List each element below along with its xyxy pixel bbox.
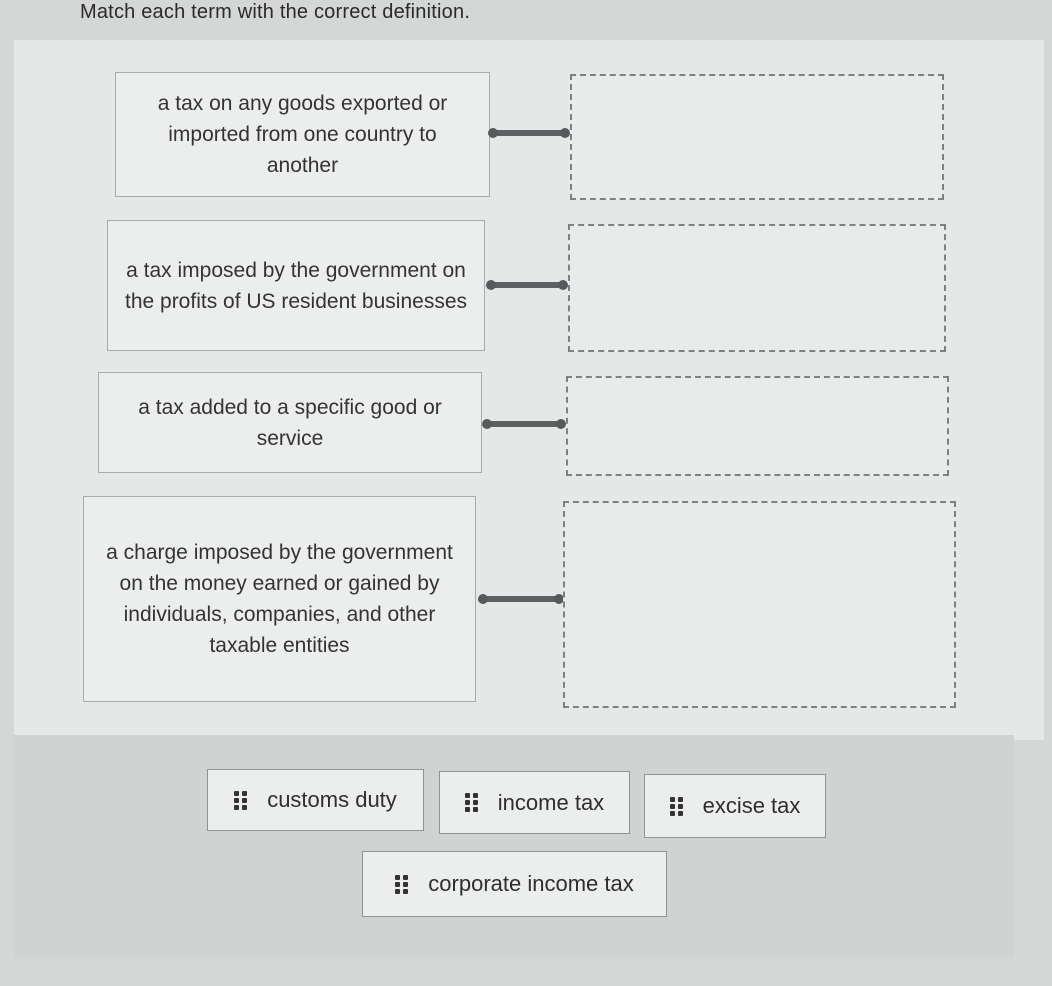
drop-zone-3[interactable] (566, 376, 949, 476)
definition-text-3: a tax added to a specific good or service (138, 395, 442, 450)
term-label: customs duty (267, 787, 397, 812)
definition-box-2 (107, 220, 485, 351)
drag-handle-icon (234, 791, 247, 810)
drag-handle-icon (670, 797, 683, 816)
term-corporate-income-tax[interactable] (362, 851, 667, 917)
definition-box-4 (83, 496, 476, 702)
term-label: excise tax (702, 793, 801, 818)
definition-text-1: a tax on any goods exported or imported from one country to another (157, 92, 448, 177)
term-excise-tax[interactable] (644, 774, 826, 838)
term-label: corporate income tax (428, 871, 634, 896)
term-customs-duty[interactable] (207, 769, 424, 831)
drag-handle-icon (395, 875, 408, 894)
definition-text-4: a charge imposed by the government on the money earned or gained by individuals, companies, and other taxable entities (106, 541, 453, 657)
term-income-tax[interactable] (439, 771, 630, 834)
definition-box-1 (115, 72, 490, 197)
term-label: income tax (497, 789, 605, 815)
drop-zone-2[interactable] (568, 224, 946, 352)
definition-text-2: a tax imposed by the government on the profits of US resident businesses (124, 258, 467, 313)
drop-zone-1[interactable] (570, 74, 944, 200)
answer-tray (14, 735, 1014, 957)
drag-handle-icon (465, 793, 478, 812)
instruction-text: Match each term with the correct definition. (80, 1, 471, 23)
drop-zone-4[interactable] (563, 501, 956, 708)
definition-box-3 (98, 372, 482, 473)
